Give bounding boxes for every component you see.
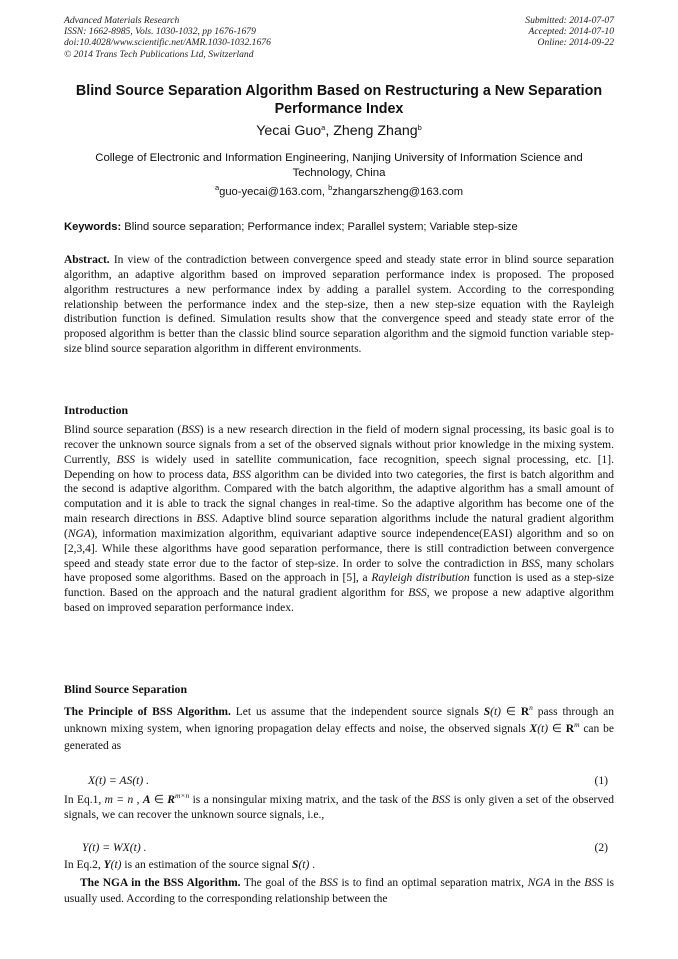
math-in: ∈ <box>501 706 521 718</box>
eq1-text: In Eq.1, <box>64 794 105 806</box>
intro-term: NGA <box>527 877 551 889</box>
journal-name: Advanced Materials Research <box>64 15 180 26</box>
math-S: S <box>292 859 299 871</box>
math-R: R <box>167 794 175 806</box>
math-in: ∈ <box>150 794 168 806</box>
math-in: ∈ <box>548 723 566 735</box>
accepted-date: Accepted: 2014-07-10 <box>528 26 614 38</box>
nga-text: in the <box>550 877 585 889</box>
intro-text: Blind source separation ( <box>64 424 182 436</box>
nga-text: The goal of the <box>240 877 320 889</box>
abstract <box>64 253 614 357</box>
author-separator: , <box>325 123 334 139</box>
dates-header <box>525 15 614 49</box>
bss-heading: Blind Source Separation <box>64 682 188 696</box>
email-b-sup: b <box>328 183 333 192</box>
math-X: X <box>529 723 538 735</box>
eq1-text: is only given a set of the observed signals, we can recover the unknown source signals, i.e., <box>64 794 614 821</box>
intro-term: Rayleigh distribution <box>371 572 470 585</box>
math-Y: Y <box>103 859 111 871</box>
author-1: Yecai Guo <box>256 123 322 139</box>
intro-term: BSS <box>196 513 216 526</box>
author-2-sup: b <box>417 123 422 132</box>
equation-1-number: (1) <box>594 774 608 787</box>
nga-paragraph <box>64 876 614 907</box>
nga-label: The NGA in the BSS Algorithm. <box>80 877 241 889</box>
intro-term: BSS <box>319 877 338 889</box>
intro-term: BSS <box>431 794 451 806</box>
keywords-text: Blind source separation; Performance index; Parallel system; Variable step-size <box>121 221 518 233</box>
intro-text: is widely used in satellite communication, face recognition, speech signal processing, etc. [1]. Depending on how to process data, <box>64 453 614 481</box>
intro-term: BSS <box>584 877 603 889</box>
eq1-text: , <box>133 794 143 806</box>
intro-text: ), information maximization algorithm, equivariant adaptive source independence(EASI) algorithm and so on [2,3,4]. While these algorithms have good separation performance, there is still contradiction between convergence speed and steady state error due to the factor of step-size. In order to solve the contradiction in <box>64 527 614 570</box>
math-R: R <box>520 706 530 718</box>
math-A: A <box>142 794 151 806</box>
intro-text: function is used as a step-size function. Based on the approach and the natural gradient algorithm for <box>64 572 614 600</box>
intro-text: algorithm can be divided into two categories, the first is batch algorithm and the second is adaptive algorithm. Compared with the batch algorithm, the adaptive algorithm has a small amount of computation and it is able to track the signal changes in real-time. So the adaptive algorithm has become one of the main research directions in <box>64 468 614 526</box>
math-t: (t) <box>490 706 501 718</box>
abstract-label: Abstract. <box>64 254 110 266</box>
introduction-heading: Introduction <box>64 403 129 417</box>
keywords-label: Keywords: <box>64 221 122 233</box>
equation-2: Y(t) = WX(t) . <box>82 841 147 854</box>
intro-term: BSS <box>181 424 200 436</box>
intro-term: BSS <box>408 587 427 600</box>
equation-2-number: (2) <box>594 841 608 854</box>
journal-header <box>64 15 271 60</box>
intro-term: BSS <box>232 468 251 481</box>
paper-title: Blind Source Separation Algorithm Based on Restructuring a New Separation Performance Index <box>75 83 603 117</box>
eq2-text: is an estimation of the source signal <box>121 859 293 871</box>
math-m-eq-n: m = n <box>104 794 134 806</box>
math-n: n <box>529 703 533 712</box>
intro-text: . Adaptive blind source separation algorithms include the natural gradient algorithm ( <box>64 513 614 540</box>
emails <box>64 183 614 198</box>
eq2-text: In Eq.2, <box>64 859 104 871</box>
email-b: zhangarszheng@163.com <box>332 186 464 198</box>
abstract-text: In view of the contradiction between convergence speed and steady state error in blind source separation algorithm, an adaptive algorithm based on improved separation performance index is proposed. The proposed algorithm restructures a new performance index by adding a parallel system. According to the corresponding relationship between the performance index and the step-size, then a new step-size equation with the Rayleigh distribution function is defined. Simulation results show that the convergence speed and steady state error of the proposed algorithm is better than the classic blind source separation algorithm and the sigmoid function variable step-size blind source separation algorithm in different environments. <box>64 254 614 356</box>
issn-line: ISSN: 1662-8985, Vols. 1030-1032, pp 1676-1679 <box>64 26 256 38</box>
intro-text: , we propose a new adaptive algorithm based on improved separation performance index. <box>64 587 614 615</box>
email-a: guo-yecai@163.com, <box>219 186 329 198</box>
equation-1: X(t) = AS(t) . <box>88 774 150 787</box>
nga-text: is usually used. According to the corresponding relationship between the <box>64 877 614 905</box>
intro-text: , many scholars have proposed some algorithms. Based on the approach in [5], a <box>64 557 614 585</box>
intro-term: NGA <box>67 527 91 540</box>
affiliation: College of Electronic and Information Engineering, Nanjing University of Information Science and Technology, China <box>95 152 583 179</box>
intro-term: BSS <box>521 557 540 570</box>
submitted-date: Submitted: 2014-07-07 <box>525 15 614 26</box>
doi-line: doi:10.4028/www.scientific.net/AMR.1030-1032.1676 <box>64 37 271 49</box>
eq1-text: is a nonsingular mixing matrix, and the task of the <box>189 794 432 806</box>
principle-text: pass through an unknown mixing system, when ignoring propagation delay effects and noise, the observed signals <box>64 706 614 735</box>
bss-principle-paragraph <box>64 704 614 755</box>
math-t: (t) <box>298 859 310 871</box>
math-S: S <box>483 706 491 718</box>
email-a-sup: a <box>214 183 220 192</box>
math-R: R <box>565 723 575 735</box>
principle-text: Let us assume that the independent source signals <box>230 706 484 718</box>
eq2-explanation <box>64 858 614 873</box>
math-t: (t) <box>110 859 122 871</box>
math-t: (t) <box>537 723 549 735</box>
author-1-sup: a <box>321 123 326 132</box>
introduction-paragraph <box>64 423 614 616</box>
eq2-text: . <box>309 859 316 871</box>
principle-text: can be generated as <box>64 723 614 752</box>
keywords <box>64 221 614 233</box>
math-mxn: m×n <box>174 791 190 800</box>
author-2: Zheng Zhang <box>333 123 418 139</box>
online-date: Online: 2014-09-22 <box>537 37 614 49</box>
intro-term: BSS <box>116 453 136 466</box>
nga-text: is to find an optimal separation matrix, <box>337 877 528 889</box>
eq1-explanation <box>64 793 614 823</box>
intro-text: ) is a new research direction in the field of modern signal processing, its basic goal is to recover the unknown source signals from a set of the observed signals without prior knowledge in the mixing system. Currently, <box>64 424 614 466</box>
principle-label: The Principle of BSS Algorithm. <box>64 706 231 718</box>
copyright-line: © 2014 Trans Tech Publications Ltd, Switzerland <box>64 48 254 60</box>
authors <box>64 123 614 139</box>
math-m: m <box>574 720 580 729</box>
